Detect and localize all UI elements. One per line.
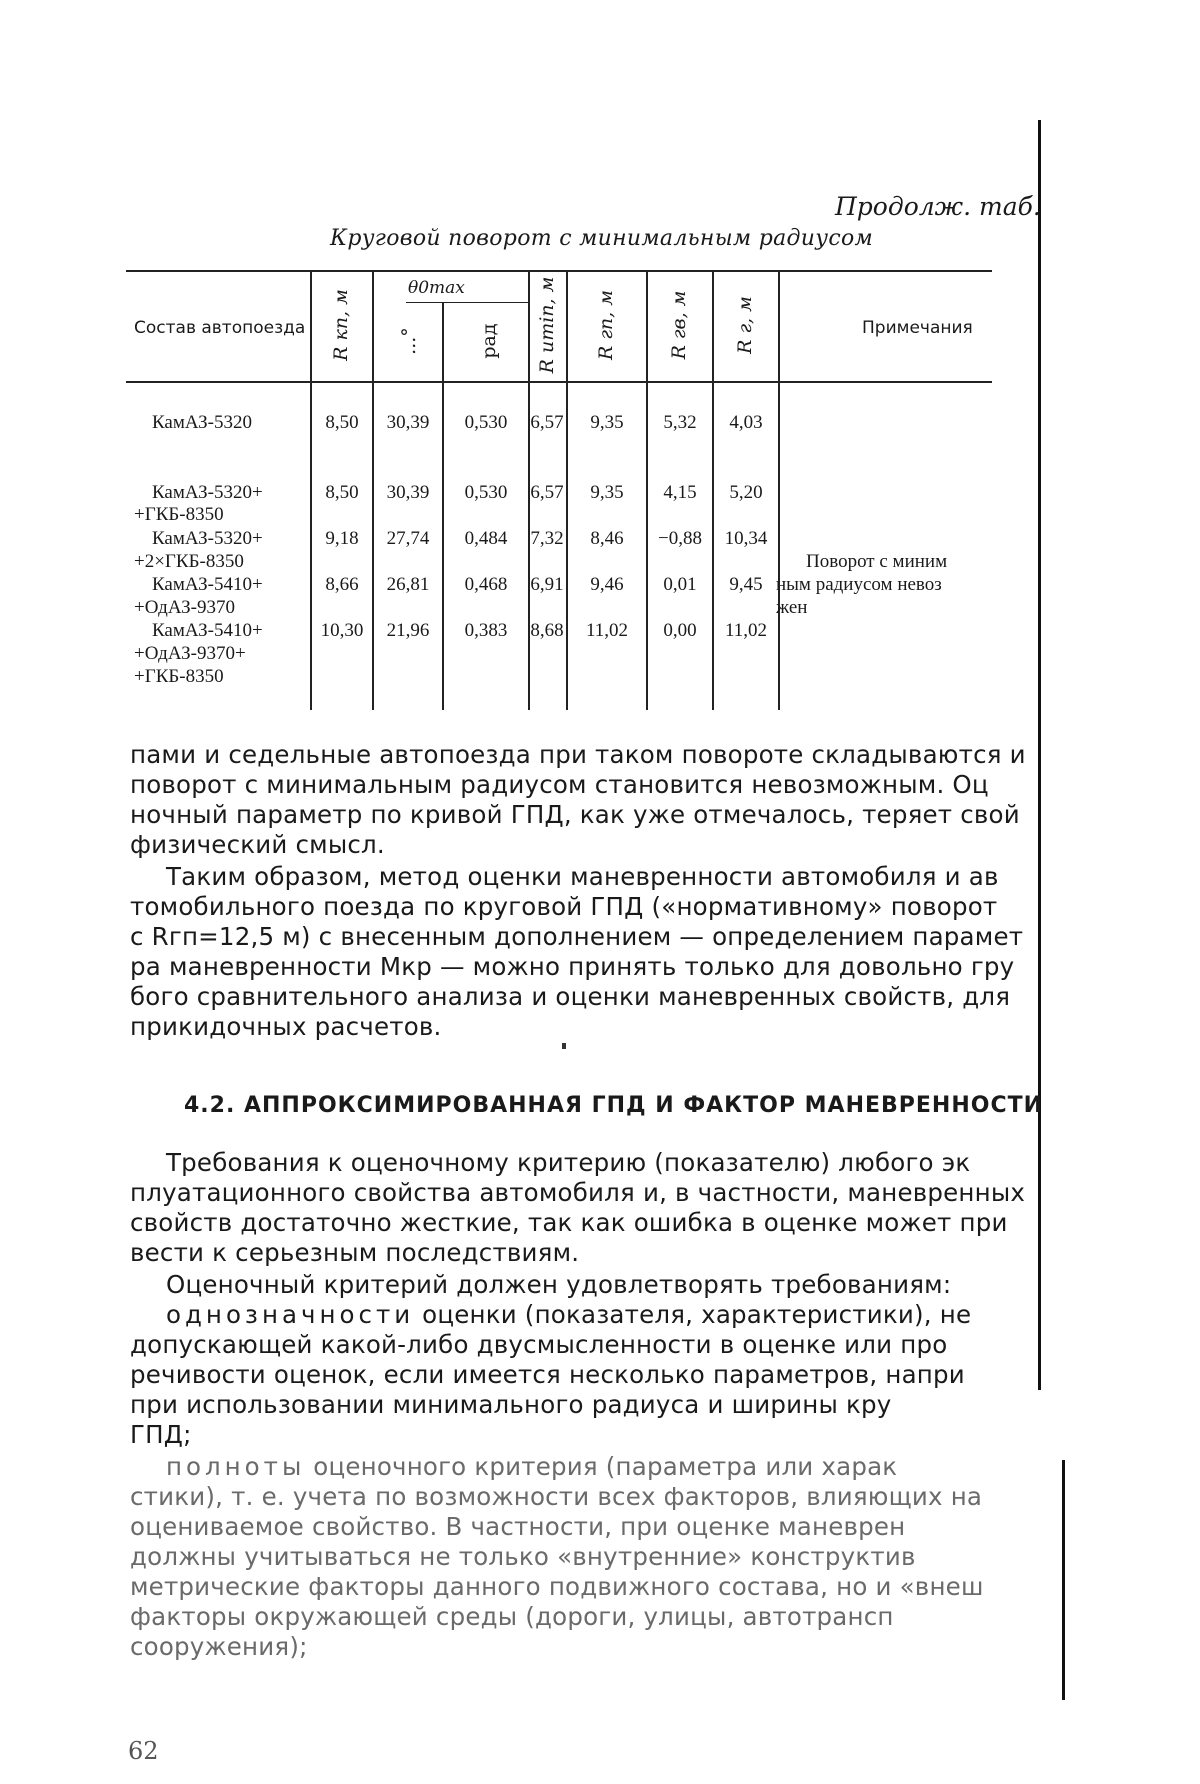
row-composition: КамАЗ-5320+ bbox=[152, 528, 263, 549]
cell-r-gp: 9,35 bbox=[590, 482, 624, 503]
header-theta-rad: рад bbox=[478, 323, 500, 359]
cell-r-kp: 8,66 bbox=[325, 574, 359, 595]
row-composition: КамАЗ-5320 bbox=[152, 412, 252, 433]
cell-theta-deg: 30,39 bbox=[386, 412, 430, 433]
header-r-g: R г, м bbox=[734, 296, 756, 354]
cell-r-gv: 0,00 bbox=[663, 620, 697, 641]
text-line: сооружения); bbox=[130, 1632, 308, 1661]
text-line: прикидочных расчетов. bbox=[130, 1012, 442, 1041]
header-theta-max: θ0max bbox=[408, 278, 465, 298]
cell-r-gp: 8,46 bbox=[590, 528, 624, 549]
cell-theta-deg: 21,96 bbox=[386, 620, 430, 641]
cell-r-gv: −0,88 bbox=[658, 528, 702, 549]
cell-r-umin: 6,57 bbox=[530, 412, 564, 433]
header-composition: Состав автопоезда bbox=[134, 318, 306, 338]
cell-r-kp: 8,50 bbox=[325, 482, 359, 503]
text-line bbox=[130, 1452, 1030, 1482]
text-line: Таким образом, метод оценки маневренности автомобиля и ав bbox=[166, 862, 999, 891]
text-line: физический смысл. bbox=[130, 830, 385, 859]
text-line: бого сравнительного анализа и оценки маневренных свойств, для bbox=[130, 982, 1011, 1011]
table-note bbox=[776, 550, 1031, 619]
paragraph-3 bbox=[130, 1148, 1030, 1268]
text-line: при использовании минимального радиуса и ширины кру bbox=[130, 1390, 892, 1419]
cell-r-g: 10,34 bbox=[724, 528, 768, 549]
print-speck bbox=[562, 1043, 566, 1049]
note-line: жен bbox=[776, 597, 808, 618]
cell-r-gp: 9,46 bbox=[590, 574, 624, 595]
continuation-label: Продолж. таб. bbox=[835, 192, 1041, 221]
text-line bbox=[130, 1300, 1030, 1330]
cell-r-gv: 4,15 bbox=[663, 482, 697, 503]
text-line: ра маневренности Mкр — можно принять только для довольно гру bbox=[130, 952, 1015, 981]
page-number: 62 bbox=[128, 1737, 159, 1765]
cell-r-kp: 9,18 bbox=[325, 528, 359, 549]
text-line: ГПД; bbox=[130, 1420, 192, 1449]
paragraph-1 bbox=[130, 740, 1030, 860]
text-line: должны учитываться не только «внутренние» конструктив bbox=[130, 1542, 916, 1571]
cell-r-umin: 6,57 bbox=[530, 482, 564, 503]
text-line: пами и седельные автопоезда при таком повороте складываются и bbox=[130, 740, 1026, 769]
cell-r-umin: 8,68 bbox=[530, 620, 564, 641]
paragraph-5 bbox=[130, 1300, 1030, 1450]
cell-r-kp: 8,50 bbox=[325, 412, 359, 433]
col-divider bbox=[442, 302, 444, 710]
spaced-term: однозначности bbox=[166, 1300, 415, 1329]
cell-theta-rad: 0,383 bbox=[464, 620, 508, 641]
header-r-kp: R кп, м bbox=[330, 289, 352, 361]
note-line: Поворот с миним bbox=[806, 551, 948, 572]
cell-r-gp: 11,02 bbox=[585, 620, 629, 641]
header-theta-deg: ...° bbox=[398, 327, 420, 355]
section-heading: 4.2. АППРОКСИМИРОВАННАЯ ГПД И ФАКТОР МАНЕВРЕННОСТИ bbox=[184, 1093, 1044, 1118]
paragraph-4 bbox=[130, 1270, 1030, 1300]
theta-group-rule bbox=[406, 302, 528, 303]
table-header-rule bbox=[126, 381, 992, 383]
cell-theta-rad: 0,468 bbox=[464, 574, 508, 595]
col-divider bbox=[778, 272, 780, 710]
row-composition-cont: +ГКБ-8350 bbox=[134, 666, 224, 687]
cell-theta-rad: 0,530 bbox=[464, 482, 508, 503]
text-line: метрические факторы данного подвижного состава, но и «внеш bbox=[130, 1572, 984, 1601]
header-r-gp: R гп, м bbox=[595, 289, 617, 361]
cell-theta-rad: 0,530 bbox=[464, 412, 508, 433]
row-composition: КамАЗ-5410+ bbox=[152, 620, 263, 641]
cell-r-gv: 0,01 bbox=[663, 574, 697, 595]
text-line: вести к серьезным последствиям. bbox=[130, 1238, 580, 1267]
page-edge-shadow bbox=[1038, 120, 1041, 1390]
text-line: Оценочный критерий должен удовлетворять требованиям: bbox=[166, 1270, 952, 1299]
row-composition-cont: +ОдАЗ-9370 bbox=[134, 597, 235, 618]
text-line: речивости оценок, если имеется несколько параметров, напри bbox=[130, 1360, 965, 1389]
note-line: ным радиусом невоз bbox=[776, 574, 942, 595]
text-line: ночный параметр по кривой ГПД, как уже отмечалось, теряет свой bbox=[130, 800, 1020, 829]
row-composition-cont: +2×ГКБ-8350 bbox=[134, 551, 244, 572]
cell-r-umin: 6,91 bbox=[530, 574, 564, 595]
cell-theta-rad: 0,484 bbox=[464, 528, 508, 549]
row-composition: КамАЗ-5410+ bbox=[152, 574, 263, 595]
paragraph-6 bbox=[130, 1452, 1030, 1662]
text-run: оценочного критерия (параметра или харак bbox=[305, 1452, 898, 1481]
cell-theta-deg: 26,81 bbox=[386, 574, 430, 595]
text-line: плуатационного свойства автомобиля и, в частности, маневренных bbox=[130, 1178, 1026, 1207]
header-r-gv: R гв, м bbox=[668, 290, 690, 360]
text-line: оцениваемое свойство. В частности, при оценке маневрен bbox=[130, 1512, 906, 1541]
header-notes: Примечания bbox=[862, 318, 973, 338]
paragraph-2 bbox=[130, 862, 1030, 1042]
table-top-rule bbox=[126, 270, 992, 272]
row-composition-cont: +ОдАЗ-9370+ bbox=[134, 643, 246, 664]
row-composition-cont: +ГКБ-8350 bbox=[134, 504, 224, 525]
text-line: свойств достаточно жесткие, так как ошибка в оценке может при bbox=[130, 1208, 1008, 1237]
cell-r-kp: 10,30 bbox=[320, 620, 364, 641]
cell-theta-deg: 27,74 bbox=[386, 528, 430, 549]
cell-r-g: 11,02 bbox=[724, 620, 768, 641]
text-run: оценки (показателя, характеристики), не bbox=[414, 1300, 972, 1329]
cell-r-umin: 7,32 bbox=[530, 528, 564, 549]
text-line: факторы окружающей среды (дороги, улицы, автотрансп bbox=[130, 1602, 894, 1631]
text-line: томобильного поезда по круговой ГПД («нормативному» поворот bbox=[130, 892, 998, 921]
cell-r-gv: 5,32 bbox=[663, 412, 697, 433]
text-line: допускающей какой-либо двусмысленности в оценке или про bbox=[130, 1330, 948, 1359]
text-line: с Rгп=12,5 м) с внесенным дополнением — определением парамет bbox=[130, 922, 1024, 951]
text-line: Требования к оценочному критерию (показателю) любого эк bbox=[166, 1148, 971, 1177]
cell-r-g: 5,20 bbox=[729, 482, 763, 503]
cell-theta-deg: 30,39 bbox=[386, 482, 430, 503]
cell-r-g: 4,03 bbox=[729, 412, 763, 433]
cell-r-g: 9,45 bbox=[729, 574, 763, 595]
text-line: поворот с минимальным радиусом становится невозможным. Оц bbox=[130, 770, 989, 799]
row-composition: КамАЗ-5320+ bbox=[152, 482, 263, 503]
table-title: Круговой поворот с минимальным радиусом bbox=[330, 226, 874, 251]
page-edge-shadow-lower bbox=[1062, 1460, 1065, 1700]
text-line: стики), т. е. учета по возможности всех факторов, влияющих на bbox=[130, 1482, 983, 1511]
header-r-umin: R umin, м bbox=[536, 276, 558, 374]
spaced-term: полноты bbox=[166, 1452, 306, 1481]
cell-r-gp: 9,35 bbox=[590, 412, 624, 433]
